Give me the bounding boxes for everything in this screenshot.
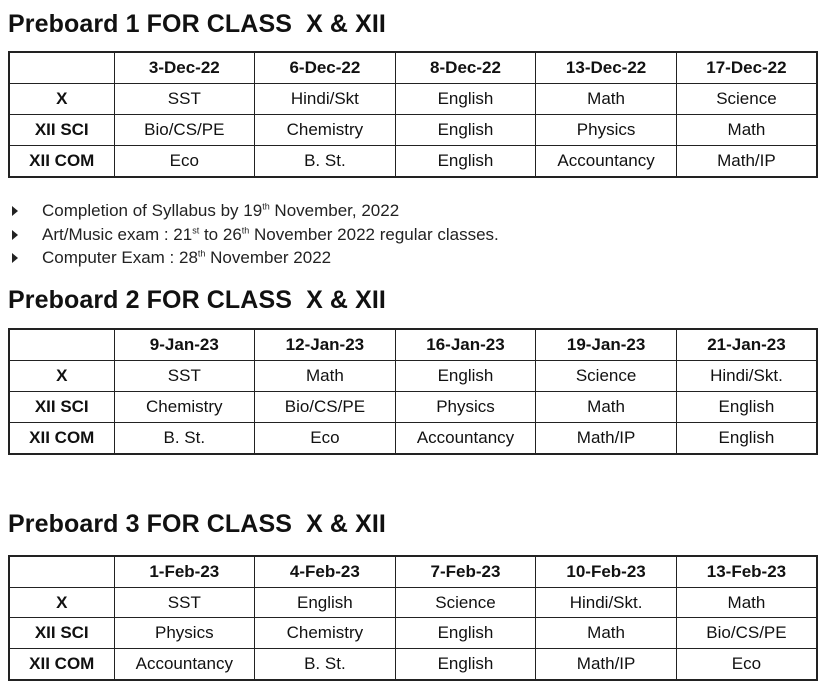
subject-cell: Science — [395, 587, 536, 618]
class-label: XII COM — [9, 649, 114, 680]
subject-cell: Hindi/Skt. — [536, 587, 677, 618]
date-header: 1-Feb-23 — [114, 556, 255, 587]
note-art-music-text: Art/Music exam : 21 — [42, 224, 193, 244]
subject-cell: Chemistry — [114, 391, 255, 422]
note-art-music — [12, 223, 499, 247]
triangle-right-icon — [12, 206, 18, 216]
subject-cell: Hindi/Skt. — [676, 361, 817, 392]
preboard-3-title: Preboard 3 FOR CLASS X & XII — [8, 510, 386, 538]
table-row — [9, 587, 817, 618]
table-row — [9, 422, 817, 454]
header-corner-cell — [9, 329, 114, 361]
subject-cell: Chemistry — [255, 618, 396, 649]
subject-cell: Accountancy — [536, 145, 677, 177]
date-header: 21-Jan-23 — [676, 329, 817, 361]
preboard-2-table — [8, 328, 818, 455]
note-art-music-text-mid: to 26 — [199, 224, 242, 244]
triangle-right-icon — [12, 253, 18, 263]
date-header: 17-Dec-22 — [676, 52, 817, 84]
subject-cell: Bio/CS/PE — [114, 114, 255, 145]
ordinal-suffix: th — [262, 201, 270, 212]
preboard-1-title: Preboard 1 FOR CLASS X & XII — [8, 10, 386, 38]
subject-cell: English — [255, 587, 396, 618]
subject-cell: Hindi/Skt — [255, 84, 396, 115]
subject-cell: Math — [536, 618, 677, 649]
subject-cell: B. St. — [255, 649, 396, 680]
subject-cell: Science — [536, 361, 677, 392]
table-row — [9, 114, 817, 145]
subject-cell: Math — [536, 84, 677, 115]
date-header: 13-Dec-22 — [536, 52, 677, 84]
class-label: XII SCI — [9, 391, 114, 422]
class-label: X — [9, 84, 114, 115]
subject-cell: B. St. — [114, 422, 255, 454]
subject-cell: Physics — [536, 114, 677, 145]
date-header: 7-Feb-23 — [395, 556, 536, 587]
subject-cell: Accountancy — [395, 422, 536, 454]
notes-list — [12, 199, 499, 270]
subject-cell: Math — [536, 391, 677, 422]
ordinal-suffix: th — [241, 224, 250, 235]
table-header-row — [9, 329, 817, 361]
table-row — [9, 361, 817, 392]
table-header-row — [9, 52, 817, 84]
subject-cell: Math/IP — [536, 422, 677, 454]
subject-cell: Eco — [255, 422, 396, 454]
date-header: 6-Dec-22 — [255, 52, 396, 84]
class-label: XII COM — [9, 422, 114, 454]
subject-cell: English — [395, 114, 536, 145]
note-art-music-text-end: November 2022 regular classes. — [249, 224, 499, 244]
note-computer-text: Computer Exam : 28 — [42, 248, 198, 267]
subject-cell: Math/IP — [536, 649, 677, 680]
date-header: 10-Feb-23 — [536, 556, 677, 587]
class-label: XII SCI — [9, 114, 114, 145]
subject-cell: B. St. — [255, 145, 396, 177]
class-label: X — [9, 587, 114, 618]
subject-cell: SST — [114, 361, 255, 392]
date-header: 3-Dec-22 — [114, 52, 255, 84]
table-row — [9, 649, 817, 680]
subject-cell: Chemistry — [255, 114, 396, 145]
note-syllabus-text-end: November, 2022 — [269, 201, 400, 220]
subject-cell: English — [676, 422, 817, 454]
class-label: XII SCI — [9, 618, 114, 649]
class-label: XII COM — [9, 145, 114, 177]
subject-cell: English — [395, 145, 536, 177]
subject-cell: Eco — [114, 145, 255, 177]
date-header: 19-Jan-23 — [536, 329, 677, 361]
subject-cell: English — [395, 618, 536, 649]
subject-cell: Bio/CS/PE — [255, 391, 396, 422]
subject-cell: Bio/CS/PE — [676, 618, 817, 649]
subject-cell: SST — [114, 84, 255, 115]
table-row — [9, 391, 817, 422]
subject-cell: Science — [676, 84, 817, 115]
subject-cell: Physics — [395, 391, 536, 422]
triangle-right-icon — [12, 230, 18, 240]
subject-cell: Math — [255, 361, 396, 392]
date-header: 16-Jan-23 — [395, 329, 536, 361]
subject-cell: English — [676, 391, 817, 422]
table-row — [9, 618, 817, 649]
subject-cell: English — [395, 84, 536, 115]
preboard-3-table — [8, 555, 818, 681]
table-row — [9, 145, 817, 177]
subject-cell: Math — [676, 114, 817, 145]
header-corner-cell — [9, 52, 114, 84]
ordinal-suffix: st — [192, 224, 200, 235]
subject-cell: Eco — [676, 649, 817, 680]
date-header: 9-Jan-23 — [114, 329, 255, 361]
preboard-2-title: Preboard 2 FOR CLASS X & XII — [8, 286, 386, 314]
subject-cell: Accountancy — [114, 649, 255, 680]
note-computer — [12, 246, 499, 270]
subject-cell: SST — [114, 587, 255, 618]
note-syllabus — [12, 199, 499, 223]
note-syllabus-text: Completion of Syllabus by 19 — [42, 201, 263, 220]
subject-cell: English — [395, 361, 536, 392]
subject-cell: Math — [676, 587, 817, 618]
preboard-1-table — [8, 51, 818, 178]
note-computer-text-end: November 2022 — [205, 248, 332, 267]
table-row — [9, 84, 817, 115]
subject-cell: Math/IP — [676, 145, 817, 177]
table-header-row — [9, 556, 817, 587]
date-header: 12-Jan-23 — [255, 329, 396, 361]
date-header: 4-Feb-23 — [255, 556, 396, 587]
subject-cell: English — [395, 649, 536, 680]
header-corner-cell — [9, 556, 114, 587]
subject-cell: Physics — [114, 618, 255, 649]
ordinal-suffix: th — [197, 248, 206, 259]
date-header: 8-Dec-22 — [395, 52, 536, 84]
date-header: 13-Feb-23 — [676, 556, 817, 587]
class-label: X — [9, 361, 114, 392]
